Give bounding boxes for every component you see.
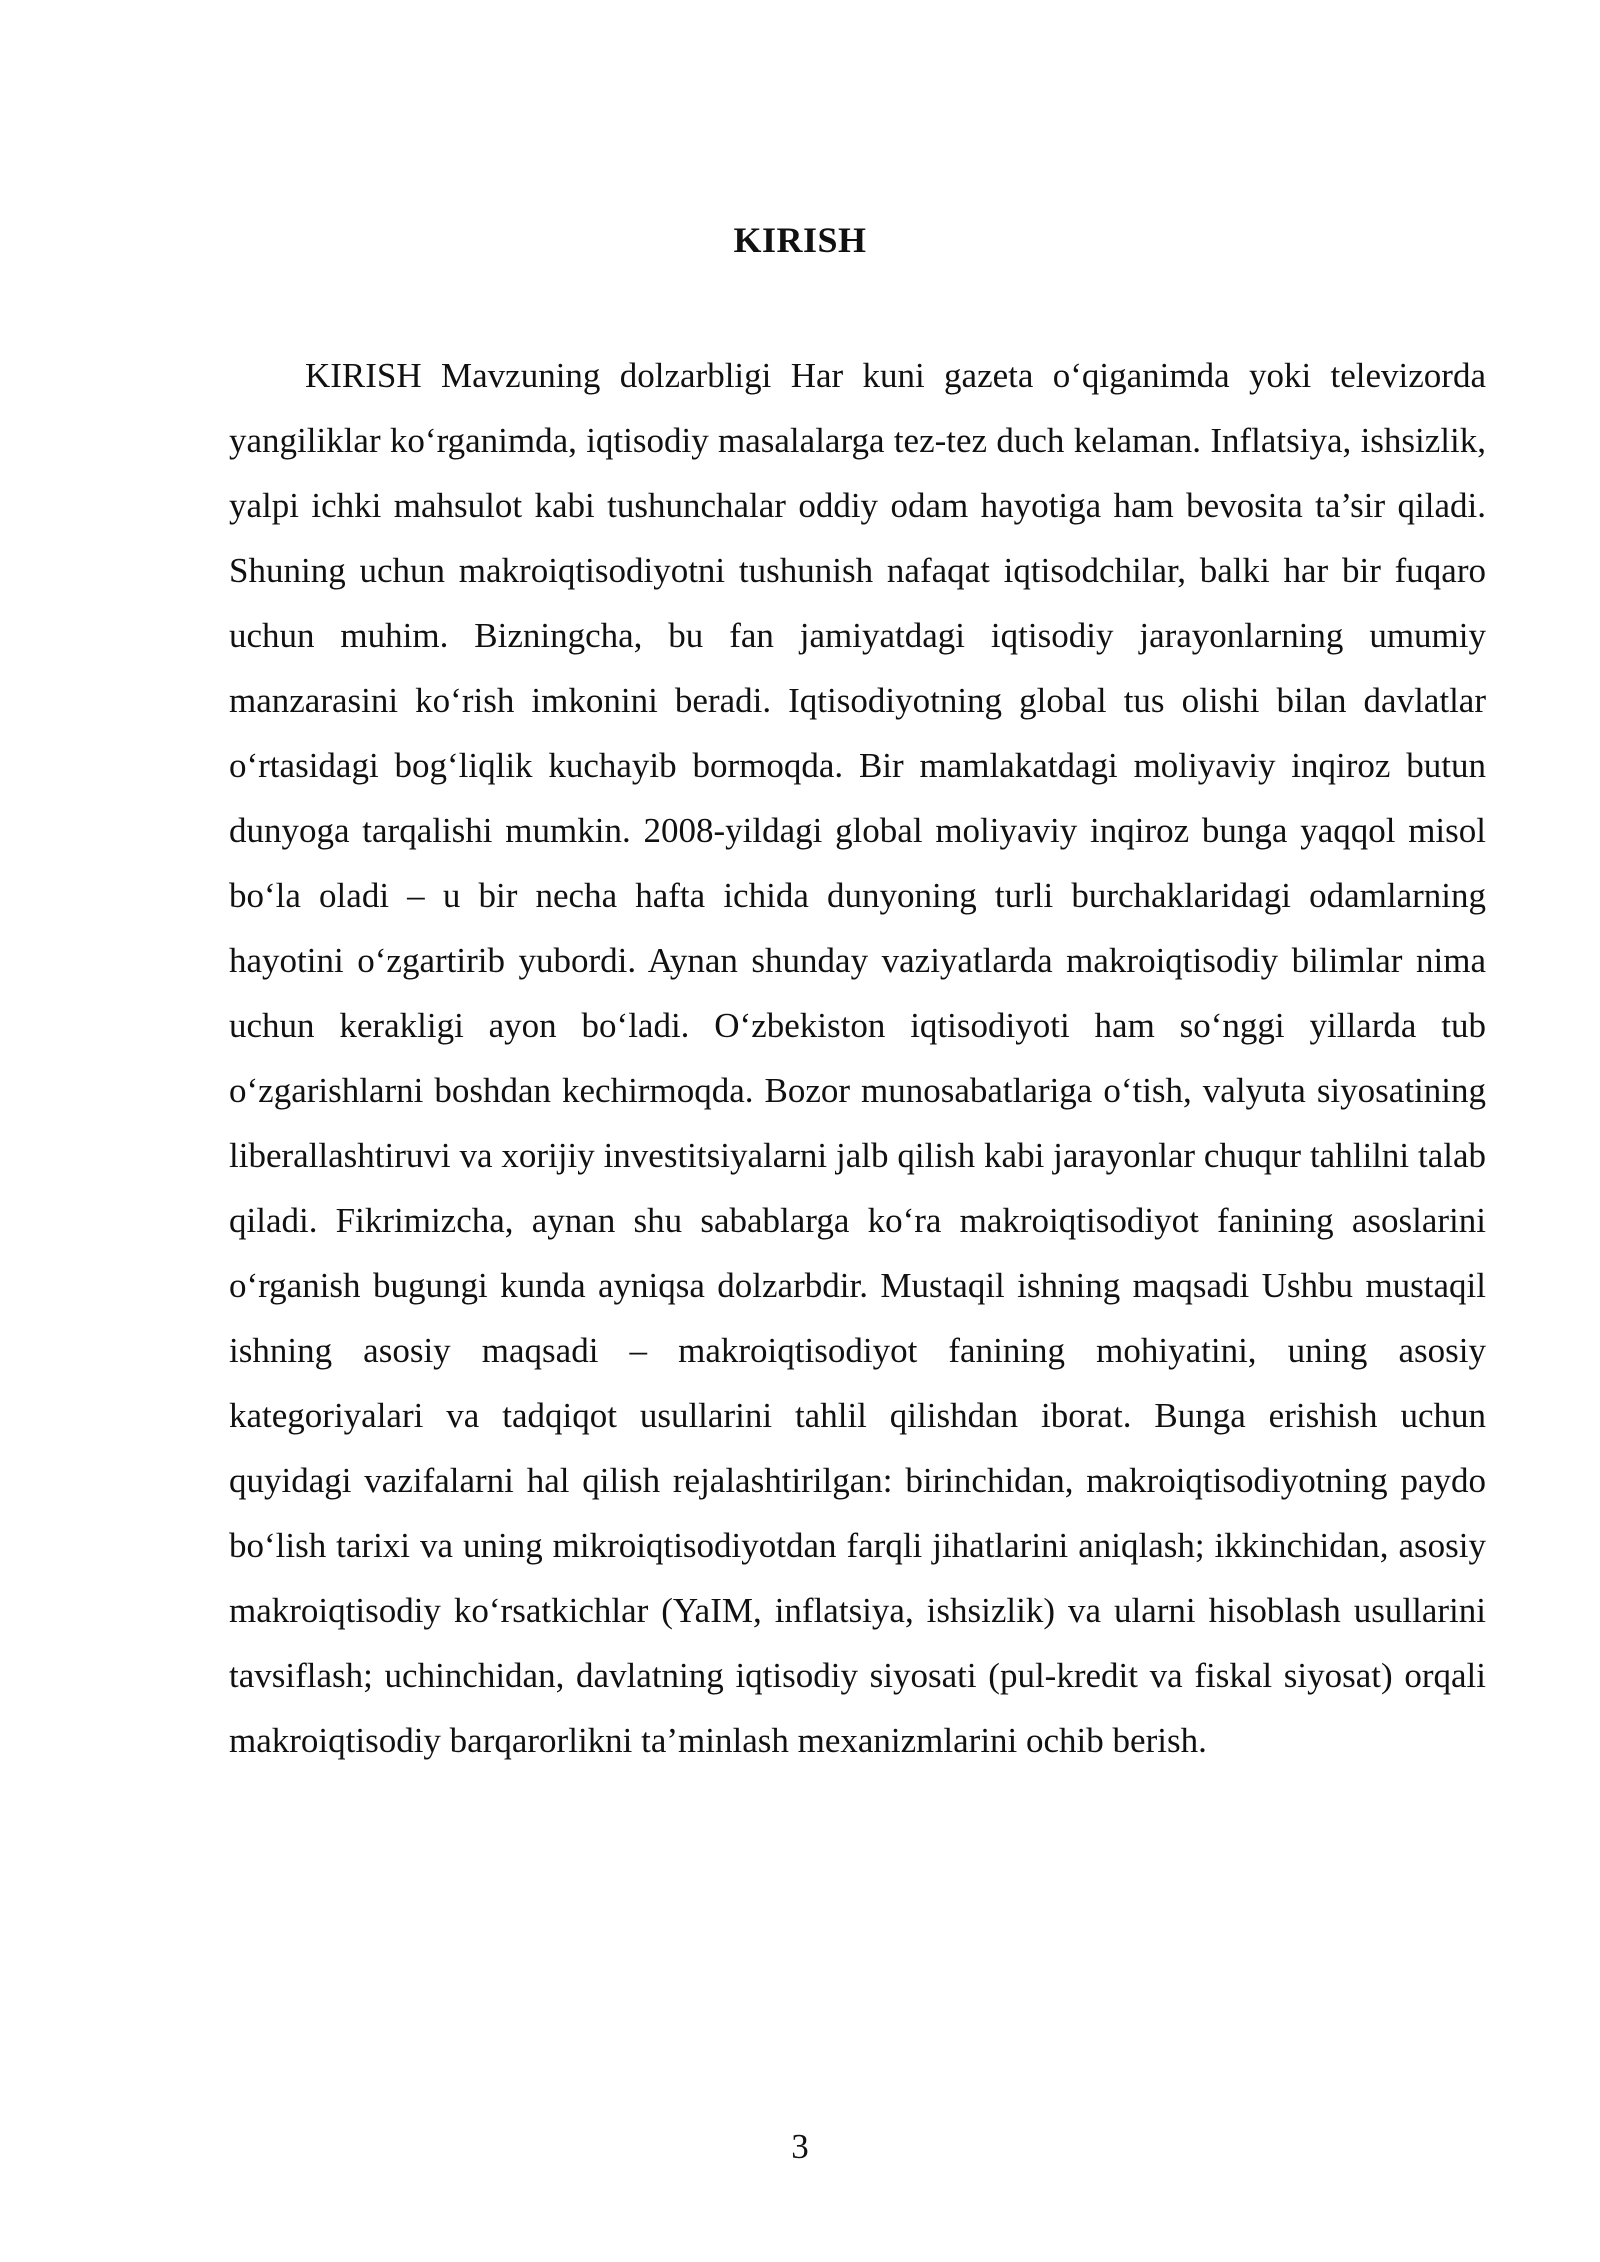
page-title: KIRISH (733, 220, 867, 260)
body-paragraph: KIRISH Mavzuning dolzarbligi Har kuni gazeta o‘qiganimda yoki televizorda yangiliklar ko‘rganimda, iqtisodiy masalalarga tez-tez duch kelaman. Inflatsiya, ishsizlik, yalpi ichki mahsulot kabi tushunchalar oddiy odam hayotiga ham bevosita ta’sir qiladi. Shuning uchun makroiqtisodiyotni tushunish nafaqat iqtisodchilar, balki har bir fuqaro uchun muhim. Bizningcha, bu fan jamiyatdagi iqtisodiy jarayonlarning umumiy manzarasini ko‘rish imkonini beradi. Iqtisodiyotning global tus olishi bilan davlatlar o‘rtasidagi bog‘liqlik kuchayib bormoqda. Bir mamlakatdagi moliyaviy inqiroz butun dunyoga tarqalishi mumkin. 2008-yildagi global moliyaviy inqiroz bunga yaqqol misol bo‘la oladi – u bir necha hafta ichida dunyoning turli burchaklaridagi odamlarning hayotini o‘zgartirib yubordi. Aynan shunday vaziyatlarda makroiqtisodiy bilimlar nima uchun kerakligi ayon bo‘ladi. O‘zbekiston iqtisodiyoti ham so‘nggi yillarda tub o‘zgarishlarni boshdan kechirmoqda. Bozor munosabatlariga o‘tish, valyuta siyosatining liberallashtiruvi va xorijiy investitsiyalarni jalb qilish kabi jarayonlar chuqur tahlilni talab qiladi. Fikrimizcha, aynan shu sabablarga ko‘ra makroiqtisodiyot fanining asoslarini o‘rganish bugungi kunda ayniqsa dolzarbdir. Mustaqil ishning maqsadi Ushbu mustaqil ishning asosiy maqsadi – makroiqtisodiyot fanining mohiyatini, uning asosiy kategoriyalari va tadqiqot usullarini tahlil qilishdan iborat. Bunga erishish uchun quyidagi vazifalarni hal qilish rejalashtirilgan: birinchidan, makroiqtisodiyotning paydo bo‘lish tarixi va uning mikroiqtisodiyotdan farqli jihatlarini aniqlash; ikkinchidan, asosiy makroiqtisodiy ko‘rsatkichlar (YaIM, inflatsiya, ishsizlik) va ularni hisoblash usullarini tavsiflash; uchinchidan, davlatning iqtisodiy siyosati (pul-kredit va fiskal siyosat) orqali makroiqtisodiy barqarorlikni ta’minlash mexanizmlarini ochib berish. (229, 356, 1486, 1760)
page-number: 3 (791, 2127, 809, 2166)
